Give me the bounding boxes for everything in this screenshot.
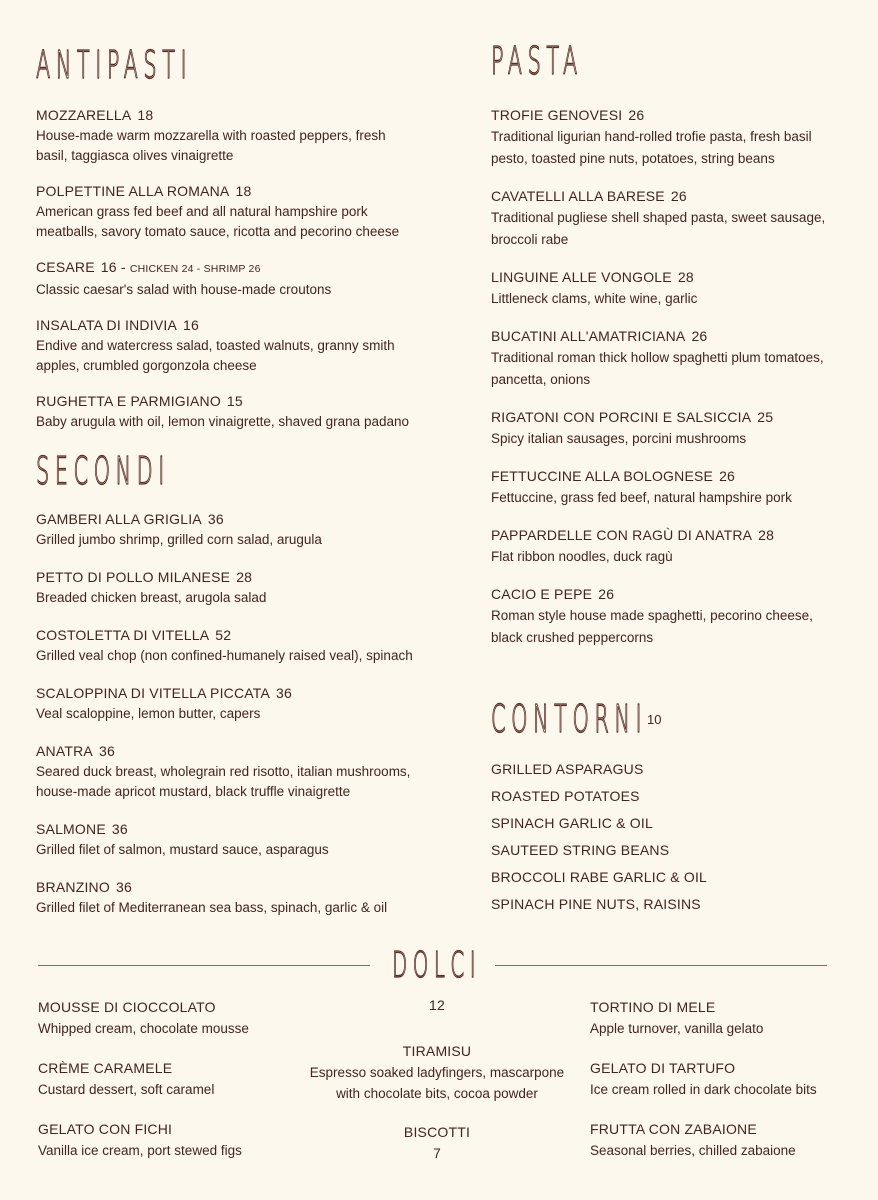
item-desc: Classic caesar's salad with house-made croutons xyxy=(36,282,332,297)
item-extra: CHICKEN 24 - SHRIMP 26 xyxy=(129,263,261,275)
contorni-list xyxy=(491,760,851,922)
item-name: CAVATELLI ALLA BARESE xyxy=(491,188,665,204)
menu-item xyxy=(491,327,861,391)
item-name: PETTO DI POLLO MILANESE xyxy=(36,569,231,585)
item-price: 16 - xyxy=(100,259,126,275)
item-price: 36 xyxy=(111,821,128,837)
dolci-center xyxy=(300,996,574,1164)
menu-item xyxy=(38,1059,308,1100)
menu-item xyxy=(38,998,308,1039)
item-price: 52 xyxy=(215,627,232,643)
item-price: 36 xyxy=(276,685,293,701)
item-name: POLPETTINE ALLA ROMANA xyxy=(36,183,230,199)
item-desc: pancetta, onions xyxy=(491,372,591,387)
menu-item xyxy=(36,568,456,608)
item-desc: with chocolate bits, cocoa powder xyxy=(336,1086,538,1101)
menu-item xyxy=(491,467,861,509)
menu-item xyxy=(491,268,861,310)
item-price: 16 xyxy=(182,317,199,333)
contorni-heading: CONTORNI xyxy=(491,697,648,741)
item-desc: Traditional roman thick hollow spaghetti plum tomatoes, xyxy=(491,350,824,365)
item-name: COSTOLETTA DI VITELLA xyxy=(36,627,210,643)
item-desc: Custard dessert, soft caramel xyxy=(38,1082,215,1097)
secondi-list xyxy=(36,510,456,918)
item-desc: Seasonal berries, chilled zabaione xyxy=(590,1143,796,1158)
item-price: 36 xyxy=(207,511,224,527)
item-name: RUGHETTA E PARMIGIANO xyxy=(36,393,221,409)
item-desc: Seared duck breast, wholegrain red risotto, italian mushrooms, xyxy=(36,764,411,779)
menu-item xyxy=(36,258,446,300)
side-dish: SAUTEED STRING BEANS xyxy=(491,842,670,858)
item-desc: House-made warm mozzarella with roasted peppers, fresh xyxy=(36,128,386,143)
divider-right xyxy=(495,965,827,966)
item-desc: Apple turnover, vanilla gelato xyxy=(590,1021,764,1036)
item-desc: broccoli rabe xyxy=(491,232,569,247)
menu-item xyxy=(300,1042,574,1104)
menu-item xyxy=(36,626,456,666)
menu-item xyxy=(300,1123,574,1164)
item-name: FETTUCCINE ALLA BOLOGNESE xyxy=(491,468,714,484)
item-desc: Spicy italian sausages, porcini mushrooms xyxy=(491,431,747,446)
item-name: ANATRA xyxy=(36,743,93,759)
side-dish: ROASTED POTATOES xyxy=(491,788,640,804)
menu-item xyxy=(491,408,861,450)
item-desc: Traditional pugliese shell shaped pasta, sweet sausage, xyxy=(491,210,826,225)
item-desc: Fettuccine, grass fed beef, natural hampshire pork xyxy=(491,490,792,505)
secondi-heading: SECONDI xyxy=(36,449,170,493)
item-name: FRUTTA CON ZABAIONE xyxy=(590,1121,757,1137)
item-desc: Ice cream rolled in dark chocolate bits xyxy=(590,1082,817,1097)
item-name: TIRAMISU xyxy=(402,1043,472,1059)
menu-item xyxy=(36,106,446,166)
item-desc: Grilled veal chop (non confined-humanely raised veal), spinach xyxy=(36,648,413,663)
contorni-price: 10 xyxy=(647,712,662,727)
menu-item xyxy=(590,1059,860,1100)
item-desc: Espresso soaked ladyfingers, mascarpone xyxy=(309,1065,565,1080)
item-price: 36 xyxy=(115,879,132,895)
menu-item xyxy=(36,392,446,432)
item-desc: Breaded chicken breast, arugola salad xyxy=(36,590,267,605)
item-desc: Vanilla ice cream, port stewed figs xyxy=(38,1143,242,1158)
dolci-left xyxy=(38,998,308,1161)
menu-item xyxy=(36,316,446,376)
menu-item xyxy=(491,585,861,649)
item-price: 18 xyxy=(235,183,252,199)
item-desc: 7 xyxy=(433,1146,441,1161)
item-desc: Endive and watercress salad, toasted walnuts, granny smith xyxy=(36,338,395,353)
menu-item xyxy=(36,878,456,918)
pasta-list xyxy=(491,106,861,649)
side-dish: GRILLED ASPARAGUS xyxy=(491,761,644,777)
menu-item xyxy=(491,187,861,251)
item-desc: Grilled jumbo shrimp, grilled corn salad, arugula xyxy=(36,532,322,547)
item-desc: Veal scaloppine, lemon butter, capers xyxy=(36,706,261,721)
item-desc: pesto, toasted pine nuts, potatoes, string beans xyxy=(491,151,775,166)
item-desc: basil, taggiasca olives vinaigrette xyxy=(36,148,234,163)
item-name: SCALOPPINA DI VITELLA PICCATA xyxy=(36,685,271,701)
item-name: PAPPARDELLE CON RAGÙ DI ANATRA xyxy=(491,527,753,543)
side-dish: SPINACH GARLIC & OIL xyxy=(491,815,653,831)
pasta-heading: PASTA xyxy=(491,39,583,83)
side-dish: BROCCOLI RABE GARLIC & OIL xyxy=(491,869,708,885)
item-name: CACIO E PEPE xyxy=(491,586,593,602)
menu-item xyxy=(36,742,456,802)
dolci-right xyxy=(590,998,860,1161)
item-desc: house-made apricot mustard, black truffle vinaigrette xyxy=(36,784,351,799)
menu-item xyxy=(590,998,860,1039)
item-name: CESARE xyxy=(36,259,95,275)
item-price: 26 xyxy=(628,107,645,123)
item-price: 26 xyxy=(719,468,736,484)
item-price: 25 xyxy=(757,409,774,425)
antipasti-heading: ANTIPASTI xyxy=(36,43,193,87)
item-name: RIGATONI CON PORCINI E SALSICCIA xyxy=(491,409,752,425)
menu-item xyxy=(36,820,456,860)
item-name: GAMBERI ALLA GRIGLIA xyxy=(36,511,202,527)
item-desc: Baby arugula with oil, lemon vinaigrette, shaved grana padano xyxy=(36,414,409,429)
item-name: TORTINO DI MELE xyxy=(590,999,716,1015)
item-name: BUCATINI ALL'AMATRICIANA xyxy=(491,328,686,344)
antipasti-list xyxy=(36,106,446,432)
item-name: CRÈME CARAMELE xyxy=(38,1060,173,1076)
side-dish: SPINACH PINE NUTS, RAISINS xyxy=(491,896,701,912)
menu-item xyxy=(36,684,456,724)
item-desc: Grilled filet of salmon, mustard sauce, asparagus xyxy=(36,842,329,857)
item-price: 28 xyxy=(236,569,253,585)
item-desc: black crushed peppercorns xyxy=(491,630,654,645)
item-name: SALMONE xyxy=(36,821,106,837)
menu-item xyxy=(491,526,861,568)
item-price: 28 xyxy=(758,527,775,543)
item-price: 26 xyxy=(670,188,687,204)
item-desc: Roman style house made spaghetti, pecorino cheese, xyxy=(491,608,813,623)
item-name: TROFIE GENOVESI xyxy=(491,107,623,123)
item-name: MOZZARELLA xyxy=(36,107,132,123)
item-name: BISCOTTI xyxy=(403,1124,471,1140)
dolci-heading: DOLCI xyxy=(392,945,482,986)
item-price: 28 xyxy=(677,269,694,285)
item-desc: Grilled filet of Mediterranean sea bass, spinach, garlic & oil xyxy=(36,900,388,915)
menu-item xyxy=(36,182,446,242)
item-name: GELATO CON FICHI xyxy=(38,1121,173,1137)
item-name: INSALATA DI INDIVIA xyxy=(36,317,177,333)
item-desc: Littleneck clams, white wine, garlic xyxy=(491,291,698,306)
item-name: MOUSSE DI CIOCCOLATO xyxy=(38,999,216,1015)
item-desc: apples, crumbled gorgonzola cheese xyxy=(36,358,257,373)
item-name: BRANZINO xyxy=(36,879,110,895)
item-desc: meatballs, savory tomato sauce, ricotta and pecorino cheese xyxy=(36,224,400,239)
item-price: 15 xyxy=(226,393,243,409)
menu-item xyxy=(36,510,456,550)
item-desc: American grass fed beef and all natural hampshire pork xyxy=(36,204,368,219)
item-price: 36 xyxy=(98,743,115,759)
menu-item xyxy=(491,106,861,170)
menu-item xyxy=(590,1120,860,1161)
item-name: GELATO DI TARTUFO xyxy=(590,1060,736,1076)
item-price: 18 xyxy=(137,107,154,123)
dolci-price: 12 xyxy=(429,997,445,1013)
divider-left xyxy=(38,965,370,966)
item-desc: Traditional ligurian hand-rolled trofie pasta, fresh basil xyxy=(491,129,812,144)
item-desc: Flat ribbon noodles, duck ragù xyxy=(491,549,673,564)
menu-item xyxy=(38,1120,308,1161)
item-price: 26 xyxy=(598,586,615,602)
item-name: LINGUINE ALLE VONGOLE xyxy=(491,269,672,285)
item-price: 26 xyxy=(691,328,708,344)
item-desc: Whipped cream, chocolate mousse xyxy=(38,1021,249,1036)
